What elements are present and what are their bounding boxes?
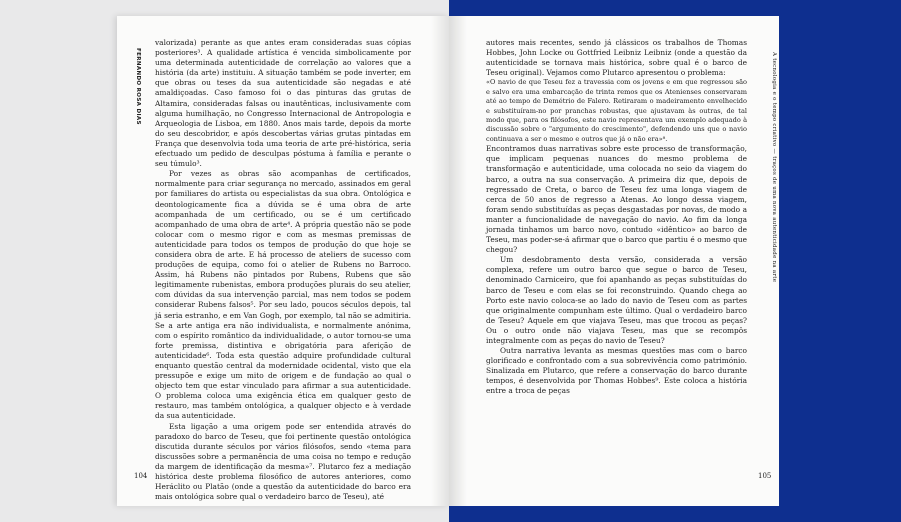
left-page: [117, 16, 449, 506]
page-number: 104: [134, 472, 148, 480]
left-body-text: [155, 38, 411, 502]
gutter-shadow: [449, 16, 467, 506]
gutter-shadow: [431, 16, 449, 506]
paragraph: autores mais recentes, sendo já clássicos os trabalhos de Thomas Hobbes, John Locke ou Gottfried Leibniz Leibniz (onde a questão da autenticidade se tornava mais histórica, sobre qual é o barco de Teseu original). Vejamos como Plutarco apresentou o problema:: [486, 38, 747, 78]
paragraph: Esta ligação a uma origem pode ser entendida através do paradoxo do barco de Teseu, que foi pertinente questão ontológica discutida durante séculos por vários filósofos, sendo «tema para discussões sobre a permanência de uma coisa no tempo e redução da margem de identificação da mesma»⁷. Plutarco fez a mediação histórica deste problema filosófico de autores anteriores, como Heráclito ou Platão (onde a questão da autenticidade do barco era mais ontológica sobre qual o verdadeiro barco de Teseu), até: [155, 421, 411, 502]
paragraph: Encontramos duas narrativas sobre este processo de transformação, que implicam pequenas nuances do mesmo problema de transformação e autenticidade, uma colocada no seio da viagem do barco, a outra na sua conservação. A primeira diz que, depois de regressado de Creta, o barco de Teseu fez uma longa viagem de cerca de 50 anos de regresso a Atenas. Ao longo dessa viagem, foram sendo substituídas as peças desgastadas por novas, de modo a manter a funcionalidade de navegação do navio. Ao fim da longa jornada tinhamos um barco novo, contudo «idêntico» ao barco de Teseu, mas poder-se-á afirmar que o barco que partiu é o mesmo que chegou?: [486, 144, 747, 255]
block-quote: «O navio de que Teseu fez a travessia com os jovens e em que regressou são e salvo era uma embarcação de trinta remos que os Atenienses conservaram até ao tempo de Demétrio de Falero. Retiraram o madeiramento envelhecido e substituíram-no por pranchas robustas, que ajustavam às outras, de tal modo que, para os filósofos, este navio representava um exemplo adequado à discussão sobre o "argumento do crescimento", defendendo uns que o navio continuava a ser o mesmo e outros que já o não era»⁸.: [486, 78, 747, 143]
running-head-chapter: A tecnologia e o tempo criativo — traços de uma nova autenticidade na arte: [771, 52, 777, 283]
paragraph: valorizada) perante as que antes eram consideradas suas cópias posteriores³. A qualidade artística é vencida simbolicamente por uma determinada autenticidade de correlação ao valores que a história (da arte) instituiu. A situação também se pode inverter, em que obras ou teses da sua autenticidade são negadas e até amaldiçoadas. Caso famoso foi o das pinturas das grutas de Altamira, consideradas falsas ou inautênticas, inclusivamente com alguma humilhação, no Congresso Internacional de Antropologia e Arqueologia de Lisboa, em 1880. Anos mais tarde, depois da morte do seu descobridor, e após descobertas várias grutas pintadas em França que desenvolvia toda uma teoria de arte pré-histórica, seria efectuado um pedido de desculpas póstuma à família e perante o seu túmulo³.: [155, 38, 411, 169]
right-body-text: [486, 38, 747, 397]
paragraph: Outra narrativa levanta as mesmas questões mas com o barco glorificado e confrontado com a sua sobrevivência como património. Sinalizada em Plutarco, que refere a conservação do barco durante tempos, é desenvolvida por Thomas Hobbes⁹. Este coloca a história entre a troca de peças: [486, 346, 747, 396]
right-page: [449, 16, 779, 506]
running-head-author: FERNANDO ROSA DIAS: [135, 48, 141, 125]
paragraph: Por vezes as obras são acompanhas de certificados, normalmente para criar segurança no mercado, assinados em geral por familiares do artista ou especialistas da sua obra. Ontológica e deontologicamente fica a dúvida se é uma obra de arte acompanhada de um certificado, ou se é um certificado acompanhado de uma obra de arte⁴. A própria questão não se pode colocar com o mesmo rigor e com as mesmas premissas de autenticidade para todos os tempos de produção do que hoje se considera obra de arte. E há processo de ateliers de sucesso com produções de equipa, como foi o atelier de Rubens no Barroco. Assim, há Rubens não pintados por Rubens, Rubens que são legitimamente rubenistas, embora produções plurais do seu atelier, com dúvidas da sua intervenção parcial, mas nem todos se podem considerar Rubens falsos⁵. Por seu lado, poucos séculos depois, tal já seria estranho, e em Van Gogh, por exemplo, tal não se admitiria. Se a arte antiga era não individualista, e normalmente anónima, com o espírito romântico da individualidade, o autor tornou-se uma forte premissa, distintiva e obrigatória para aferição de autenticidade⁶. Toda esta questão adquire profundidade cultural enquanto questão central da modernidade ocidental, visto que ela pressupõe e exige um mito de origem e de fundação ao qual o objecto tem que estar vinculado para afirmar a sua autenticidade. O problema coloca uma exigência ética em qualquer gesto de restauro, mas também ontológica, a qualquer objecto e à verdade da sua autenticidade.: [155, 169, 411, 421]
page-number: 105: [758, 472, 772, 480]
paragraph: Um desdobramento desta versão, considerada a versão complexa, refere um outro barco que segue o barco de Teseu, denominado Carniceiro, que foi apanhando as peças substituídas do barco de Teseu e com elas se foi reconstruindo. Quando chega ao Porto este navio coloca-se ao lado do navio de Teseu com as partes que originalmente compunham este último. Qual o verdadeiro barco de Teseu? Aquele em que viajava Teseu, mas que trocou as peças? Ou o outro onde não viajava Teseu, mas que se recompôs integralmente com as peças do navio de Teseu?: [486, 255, 747, 345]
